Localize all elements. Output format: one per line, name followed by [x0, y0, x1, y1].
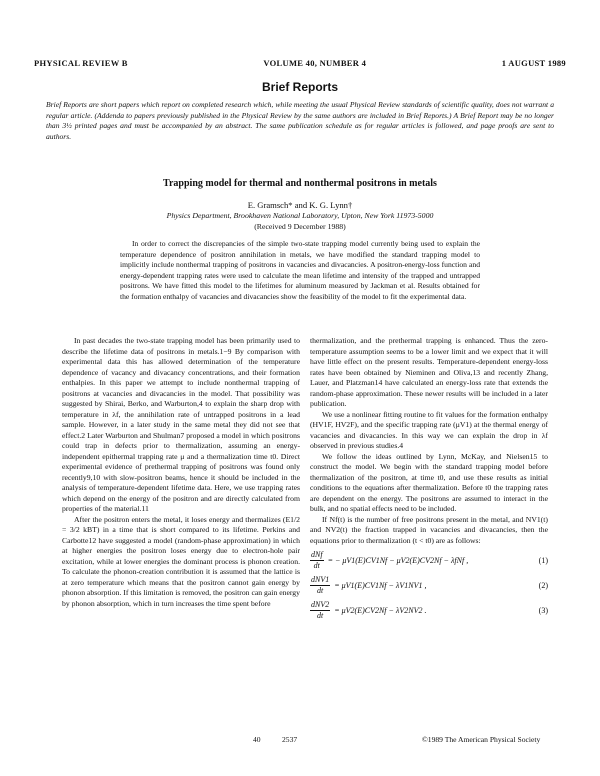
equation-2 [310, 575, 548, 596]
equation-fraction [310, 575, 330, 596]
fraction-denominator: dt [313, 561, 320, 570]
equation-rhs: = μV2(E)CV2Nf − λV2NV2 . [334, 605, 427, 615]
paragraph: thermalization, and the prethermal trapping is enhanced. Thus the zero-temperature assumption seems to be a lower limit and we expect that it will have little effect on the present results. Temperature-dependent energy-loss rates have been obtained by Nieminen and Oliva,13 and recently Zhang, Lauer, and Platzman14 have calculated an energy-loss rate that extends the random-phase approximation. These newer results will be included in a later publication. [310, 336, 548, 408]
fraction-numerator: dNf [311, 550, 323, 559]
equation-rhs: = μV1(E)CV1Nf − λV1NV1 , [334, 580, 427, 590]
equation-fraction [310, 600, 330, 621]
paragraph: We use a nonlinear fitting routine to fit values for the formation enthalpy (HV1F, HV2F), and the specific trapping rate (μV1) at the thermal energy of vacancies and divacancies. In this way we can explain the drop in λf observed in previous studies.4 [310, 409, 548, 450]
fraction-numerator: dNV2 [311, 600, 330, 609]
fraction-numerator: dNV1 [311, 575, 330, 584]
paragraph: We follow the ideas outlined by Lynn, McKay, and Nielsen15 to construct the model. We begin with the standard trapping model before thermalization of the positron, at time t0, and use these results as initial conditions to the equations after thermalization. Before t0 the trapping rates are dependent on the energy. The positrons are assumed to interact in the bulk, and no spatial effects need to be included. [310, 451, 548, 513]
equation-number: (2) [538, 580, 548, 590]
right-column [310, 336, 548, 621]
paragraph: If Nf(t) is the number of free positrons present in the metal, and NV1(t) and NV2(t) the fraction trapped in vacancies and divacancies, then the equations prior to thermalization (t < t0) are as follows: [310, 514, 548, 545]
received-date: (Received 9 December 1988) [254, 222, 346, 231]
abstract: In order to correct the discrepancies of the simple two-state trapping model currently being used to explain the temperature dependence of positron annihilation in metals, we have modified the standard trapping model to implicitly include nonthermal trapping of positrons in vacancies and divacancies. A positron-energy-loss function and energy-dependent trapping rates were used to calculate the mean lifetime and intensity of the trapped and untrapped positrons. We have fitted this model to the lifetimes for aluminum measured by Jackman et al. Results obtained for the formation enthalpy of vacancies and divacancies show the feasibility of the model to fit the experimental data. [120, 239, 480, 301]
equation-fraction [310, 550, 324, 571]
paper-title: Trapping model for thermal and nonthermal positrons in metals [163, 178, 437, 189]
issue-date: 1 AUGUST 1989 [501, 58, 566, 68]
affiliation: Physics Department, Brookhaven National Laboratory, Upton, New York 11973-5000 [166, 211, 434, 220]
journal-name: PHYSICAL REVIEW B [34, 58, 128, 68]
paragraph: After the positron enters the metal, it loses energy and thermalizes (E1/2 = 3/2 kBT) in a time that is short compared to its lifetime. Perkins and Carbotte12 have suggested a model (random-phase approximation) in which at higher energies the positron loses energy due to electron-hole pair excitation, while at lower energies the dominant process is phonon creation. To calculate the phonon-creation contribution it is assumed that the lattice is at zero temperature which means that the positron cannot gain energy by phonon absorption. If this limitation is removed, the positron can gain energy by phonon absorption, which in turn increases the time spent before [62, 514, 300, 608]
footer-copyright: ©1989 The American Physical Society [422, 735, 541, 744]
author-list: E. Gramsch* and K. G. Lynn† [247, 200, 353, 210]
paragraph: In past decades the two-state trapping model has been primarily used to describe the lifetime data of positrons in metals.1−9 By comparison with experimental data this has allowed determination of the temperature dependence of vacancy and divacancy concentrations, and their formation enthalpies. In this paper we attempt to include nonthermal trapping of positrons at vacancies and divacancies in the model. That possibility was suggested by Shirai, Berko, and Warburton,4 to explain the sharp drop with temperature in λf, the annihilation rate of untrapped positrons in a lead sample. However, in a later study in the same metal they did not see that effect.2 Later Warburton and Shulman7 proposed a model in which positrons could trap in defects prior to thermalization, assuming an energy-independent epithermal trapping rate μ and a thermalization time t0. Direct experimental evidence of prethermal trapping of positrons was found only recently9,10 with slow-positron beams, hence it should be included in the analysis of temperature-dependent lifetime data. Here, we use trapping rates which depend on the energy of the positron and are directly calculated from properties of the material.11 [62, 336, 300, 513]
fraction-denominator: dt [317, 586, 324, 595]
volume-number: VOLUME 40, NUMBER 4 [263, 58, 367, 68]
equation-1 [310, 550, 548, 571]
equation-3 [310, 600, 548, 621]
equation-number: (1) [538, 555, 548, 565]
left-column [62, 336, 300, 609]
footer-volume: 40 [253, 735, 261, 744]
brief-reports-intro: Brief Reports are short papers which report on completed research which, while meeting the usual Physical Review standards of scientific quality, does not warrant a regular article. (Addenda to papers previously published in the Physical Review by the same authors are included in Brief Reports.) A Brief Report may be no longer than 3½ printed pages and must be accompanied by an abstract. The same publication schedule as for regular articles is followed, and page proofs are sent to authors. [46, 100, 554, 141]
running-header [34, 58, 566, 68]
section-title: Brief Reports [261, 80, 338, 94]
equation-number: (3) [538, 605, 548, 615]
fraction-denominator: dt [317, 611, 324, 620]
footer-page-number: 2537 [282, 735, 298, 744]
equation-rhs: = − μV1(E)CV1Nf − μV2(E)CV2Nf − λfNf , [327, 555, 469, 565]
